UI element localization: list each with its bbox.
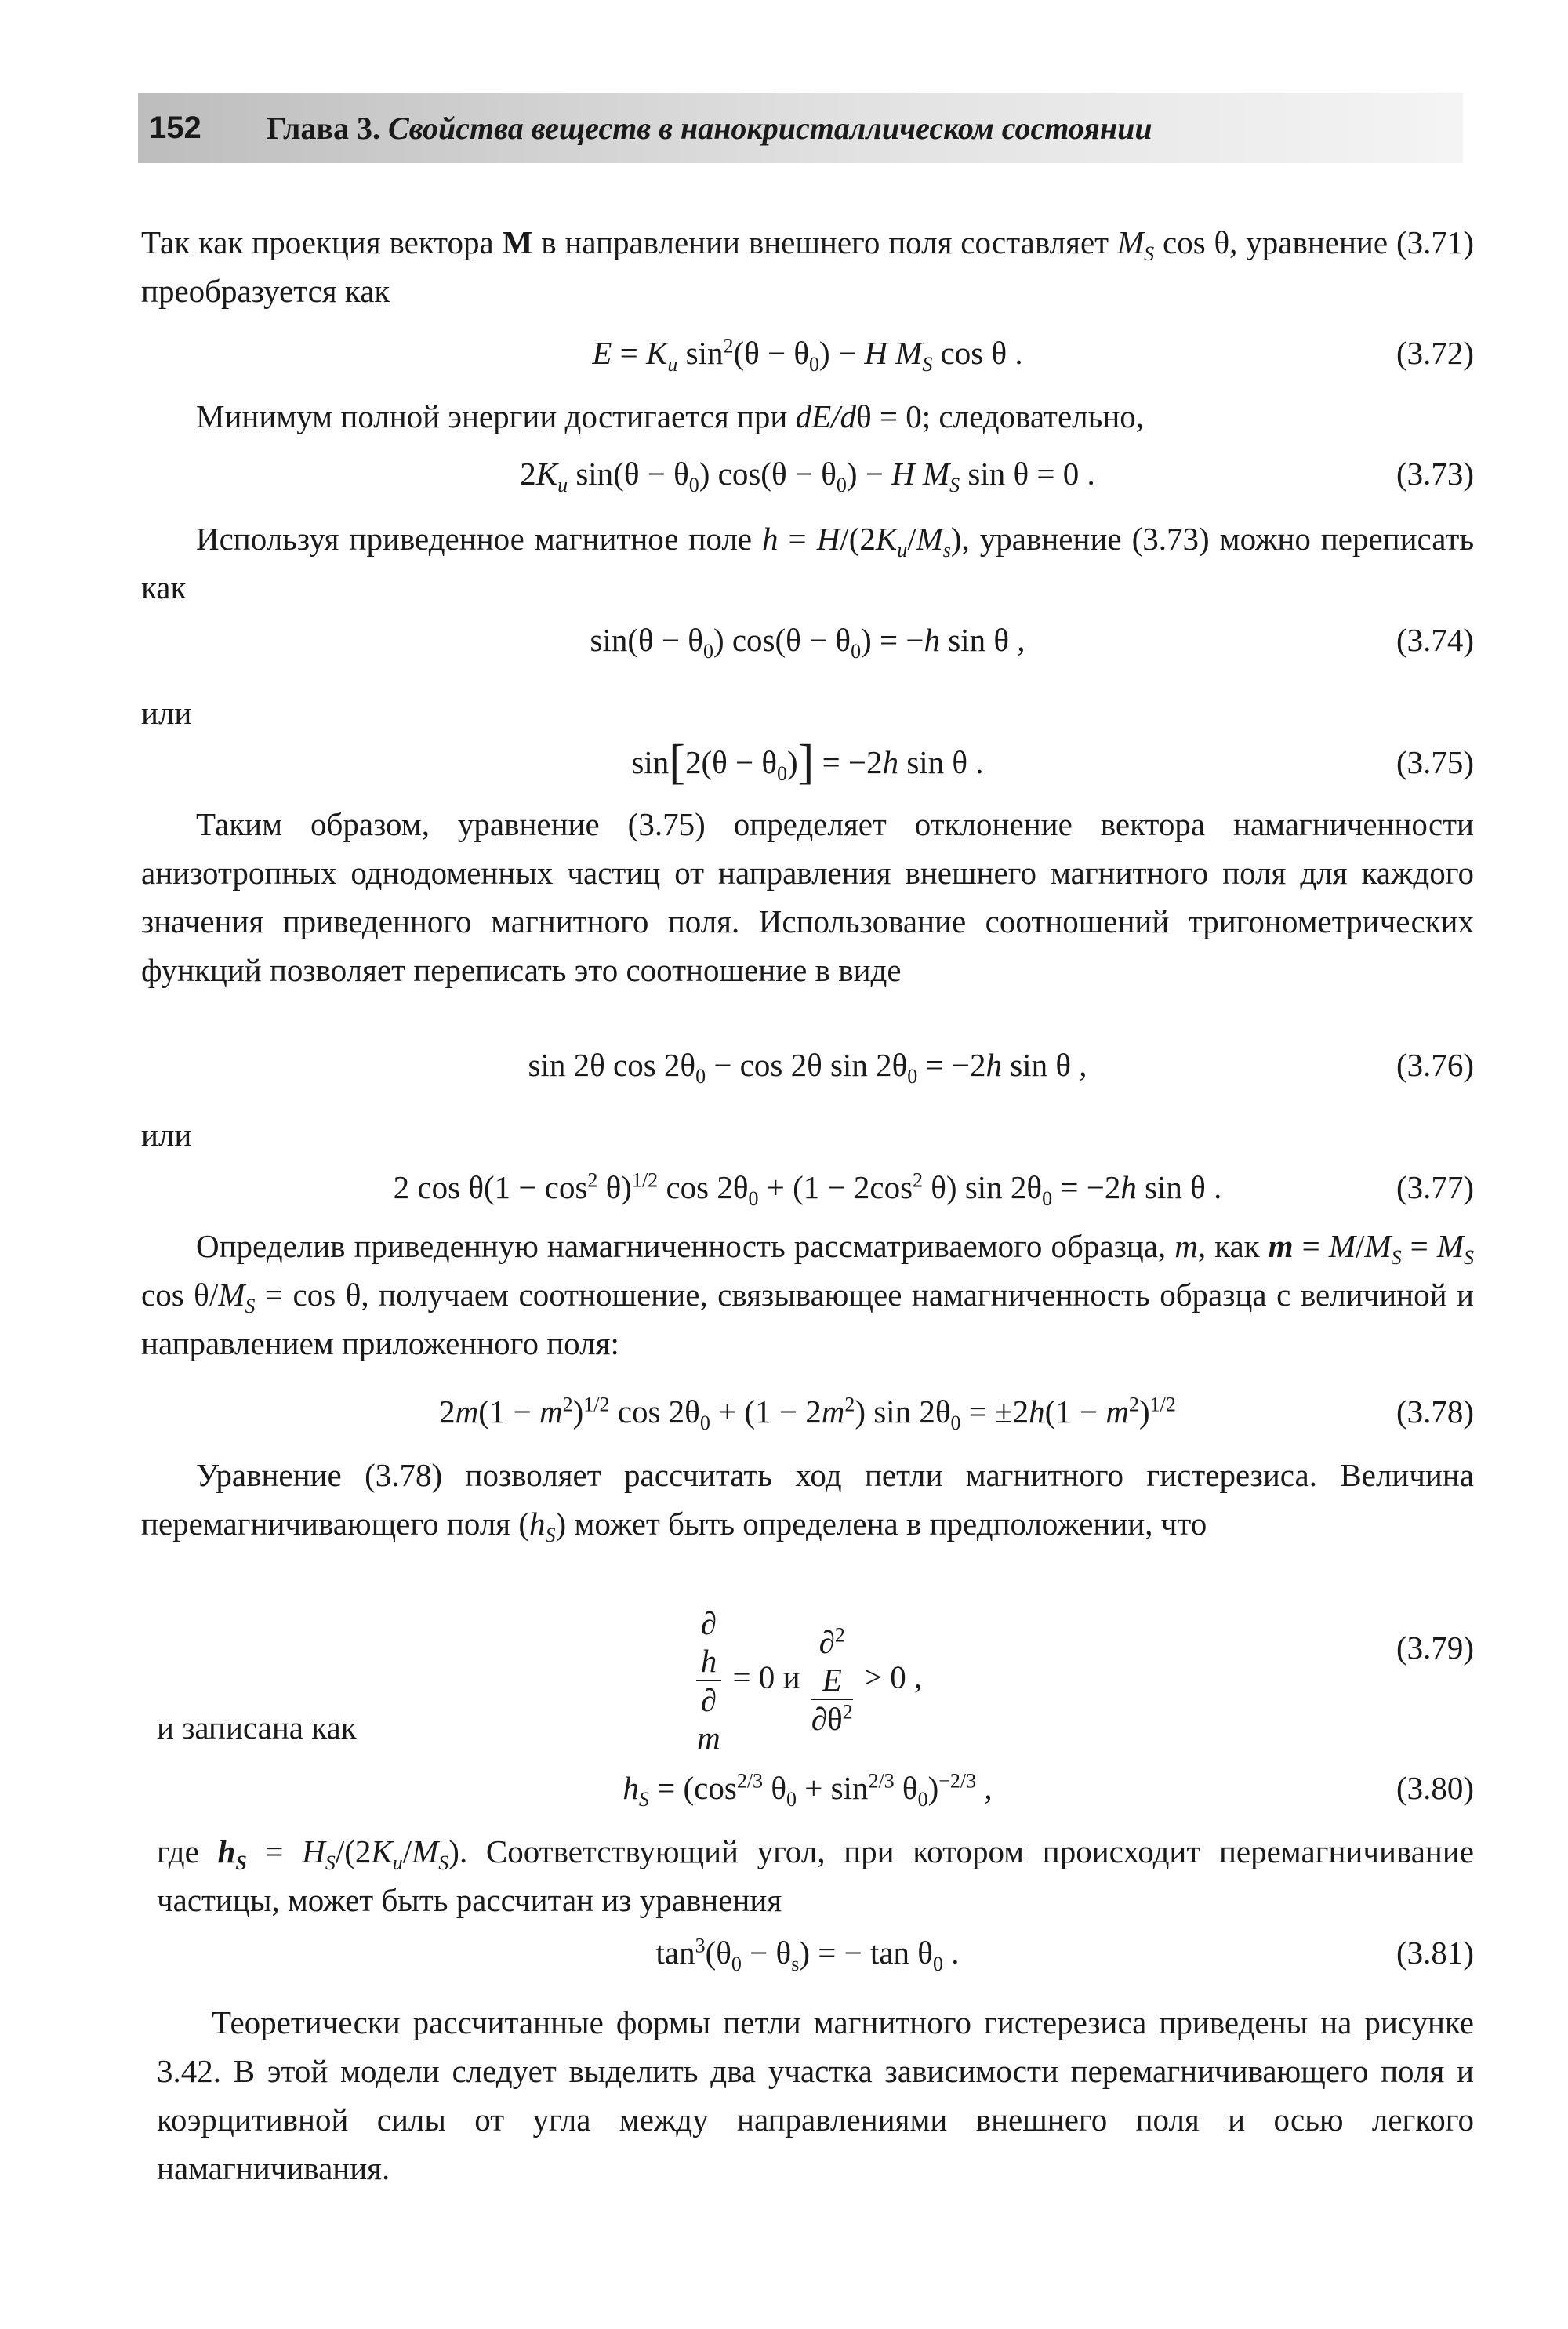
equation-3-76: sin 2θ $\cos 2\theta_0 - \cos 2\theta$ $\sin 2\theta_0 = -2h$ sin θ , (3.76) (528, 1047, 1474, 1088)
equation-3-74: $\sin(\theta - \theta_0)$ $\cos(\theta - \theta_0) = -h$ sin θ , (3.74) (590, 622, 1474, 663)
equation-3-72: $E = K_u$ $\sin^2(\theta - \theta_0) - H$ $M_S$ cos θ . (3.72) (592, 334, 1474, 376)
running-header (138, 93, 1463, 163)
paragraph-4: Таким образом, уравнение (3.75) определяет отклонение вектора намагниченности анизотропных однодоменных частиц от направления внешнего магнитного поля для каждого значения приведенного магнитного поля. Использование соотношений тригонометрических функций позволяет переписать это соотношение в виде (141, 806, 1474, 988)
or-2: или (141, 1117, 192, 1153)
paragraph-8: где $h_S = H_S/(2K_u/M_S)$. Соответствующий угол, при котором происходит перемагничивание частицы, может быть рассчитан из уравнения (157, 1833, 1475, 1918)
equation-3-78: $2m(1 - m^2)^{1/2}$ $\cos 2\theta_0 + (1 - 2m^2)$ $\sin 2\theta_0 = \pm 2h(1 - m^2)^{1/2}$ (3.78) (439, 1393, 1474, 1435)
paragraph-2: Минимум полной энергии достигается при dE/dθ = 0; следовательно, (196, 398, 1145, 434)
equation-3-79: ∂ h ∂ m = 0 и ∂$^2$ E $\partial\theta^2$ > 0 , (3.79) (697, 1605, 1474, 1756)
paragraph-5: Определив приведенную намагниченность рассматриваемого образца, m, как $m = M/M_S = M_S$ $\cos \theta/M_S = \cos \theta$, получаем соотношение, связывающее намагниченность образца с величиной и направлением приложенного поля: (141, 1228, 1475, 1361)
paragraph-7: и записана как (157, 1710, 357, 1746)
or-1: или (141, 695, 192, 731)
paragraph-9: Теоретически рассчитанные формы петли магнитного гистерезиса приведены на рисунке 3.42. В этой модели следует выделить два участка зависимости перемагничивающего поля и коэрцитивной силы от угла между направлениями внешнего поля и осью легкого намагничивания. (157, 2004, 1474, 2186)
paragraph-1: Так как проекция вектора M в направлении внешнего поля составляет $M_S$ cos θ, уравнение (3.71) преобразуется как (141, 224, 1475, 309)
equation-3-73: $2K_u$ $\sin(\theta - \theta_0)$ $\cos(\theta - \theta_0) - H$ $M_S$ sin θ = 0 . (3.73) (520, 456, 1474, 497)
paragraph-6: Уравнение (3.78) позволяет рассчитать ход петли магнитного гистерезиса. Величина перемагничивающего поля $(h_S)$ может быть определена в предположении, что (141, 1457, 1474, 1547)
equation-3-80: $h_S = (\cos^{2/3}$ $\theta_0 + \sin^{2/3} \theta_0)^{-2/3}$ , (3.80) (622, 1769, 1474, 1811)
equation-3-75: $\sin[2(\theta - \theta_0)] = -2h$ sin θ . (3.75) (631, 736, 1474, 789)
equation-3-77: 2 $\cos \theta(1 - \cos^2 \theta)^{1/2}$ $\cos 2\theta_0 + (1 - 2\cos^2$ θ) $\sin 2\theta_0 = -2h$ sin θ . (3.77) (393, 1168, 1474, 1211)
equation-3-81: $\tan^3(\theta_0 - \theta_s)$ = − $\tan \theta_0$ . (3.81) (655, 1934, 1474, 1976)
chapter-title: Глава 3. Свойства веществ в нанокристаллическом состоянии (267, 110, 1152, 146)
page-number: 152 (149, 110, 201, 145)
paragraph-3: Используя приведенное магнитное поле $h = H/(2K_u/M_s)$, уравнение (3.73) можно переписать как (141, 521, 1475, 605)
